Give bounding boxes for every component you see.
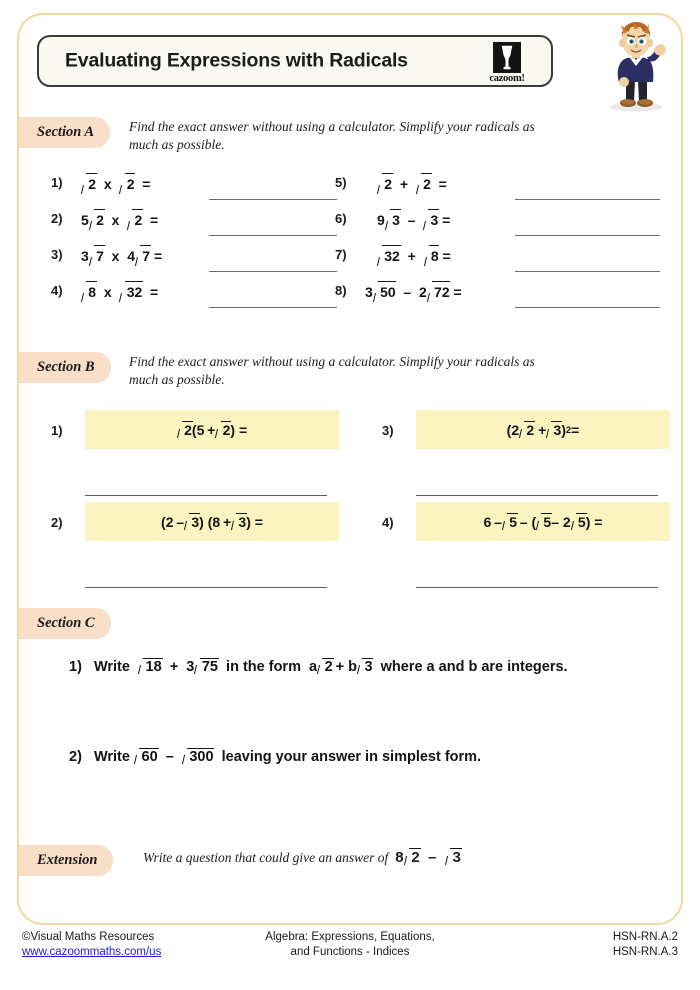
worksheet-header	[19, 15, 685, 107]
section-c-question	[69, 658, 568, 675]
topic-line-1: Algebra: Expressions, Equations,	[265, 931, 435, 943]
question-expression: 8 x 32 =	[81, 281, 158, 302]
question-expression: (2 – 3 ) (8 + 3 ) =	[85, 502, 339, 541]
answer-line[interactable]	[209, 199, 337, 200]
answer-line[interactable]	[416, 587, 658, 588]
cazoom-logo	[479, 42, 535, 86]
logo-square-icon	[493, 42, 521, 73]
logo-wordmark: cazoom!	[489, 73, 525, 84]
answer-line[interactable]	[85, 495, 327, 496]
worksheet-page	[17, 13, 683, 925]
answer-line[interactable]	[209, 307, 337, 308]
question-row	[51, 281, 351, 315]
answer-line[interactable]	[416, 495, 658, 496]
question-number: 1)	[51, 175, 63, 190]
question-number: 8)	[335, 283, 347, 298]
question-expression: 2 + 2 =	[377, 173, 447, 194]
answer-line[interactable]	[85, 587, 327, 588]
website-link[interactable]: www.cazoommaths.com/us	[22, 946, 162, 958]
question-number: 4)	[382, 515, 394, 530]
footer-center	[0, 930, 700, 960]
question-row	[335, 209, 665, 243]
page-title: Evaluating Expressions with Radicals	[65, 49, 408, 72]
standard-code-2: HSN-RN.A.3	[612, 946, 678, 958]
answer-line[interactable]	[515, 307, 660, 308]
question-expression: 3 7 x 4 7 =	[81, 245, 162, 266]
answer-line[interactable]	[515, 235, 660, 236]
question-row	[335, 173, 665, 207]
question-row	[51, 173, 351, 207]
question-row	[335, 281, 665, 315]
question-number: 3)	[51, 247, 63, 262]
worksheet-footer	[0, 928, 700, 984]
question-expression: Write 18 + 3 75 in the form a 2 + b 3 where a and b are integers.	[93, 659, 568, 675]
question-expression: 5 2 x 2 =	[81, 209, 158, 230]
question-number: 4)	[51, 283, 63, 298]
mascot-boy-icon	[597, 20, 675, 112]
section-b-question	[382, 502, 682, 637]
section-b-instruction: Find the exact answer without using a calculator. Simplify your radicals as much as possible.	[129, 354, 535, 387]
footer-right	[613, 930, 678, 960]
question-row	[335, 245, 665, 279]
extension-instruction	[143, 848, 461, 866]
question-expression: 2 x 2 =	[81, 173, 150, 194]
question-number: 1)	[51, 423, 63, 438]
question-number: 2)	[69, 749, 82, 765]
question-number: 2)	[51, 515, 63, 530]
standard-code-1: HSN-RN.A.2	[612, 931, 678, 943]
vase-icon	[501, 45, 514, 70]
question-number: 3)	[382, 423, 394, 438]
question-expression: 2 (5 + 2 ) =	[85, 410, 339, 449]
answer-line[interactable]	[515, 199, 660, 200]
question-row	[51, 245, 351, 279]
question-number: 6)	[335, 211, 347, 226]
question-number: 1)	[69, 659, 82, 675]
section-b-label: Section B	[19, 352, 111, 383]
copyright-text: ©Visual Maths Resources	[22, 931, 155, 943]
question-number: 2)	[51, 211, 63, 226]
question-expression: 9 3 – 3 =	[377, 209, 450, 230]
answer-line[interactable]	[515, 271, 660, 272]
extension-expression: 8 2 – 3	[395, 849, 461, 866]
topic-line-2: and Functions - Indices	[290, 946, 410, 958]
question-expression: (2 2 + 3 ) 2 =	[416, 410, 670, 449]
section-c-question	[69, 748, 481, 765]
question-expression: 3 50 – 2 72 =	[365, 281, 462, 302]
title-box	[37, 35, 553, 87]
question-expression: 32 + 8 =	[377, 245, 451, 266]
section-a-label: Section A	[19, 117, 110, 148]
question-number: 5)	[335, 175, 347, 190]
extension-prompt: Write a question that could give an answer of	[143, 850, 389, 865]
question-number: 7)	[335, 247, 347, 262]
extension-label: Extension	[19, 845, 113, 876]
question-expression: Write 60 – 300 leaving your answer in simplest form.	[93, 749, 482, 765]
answer-line[interactable]	[209, 235, 337, 236]
answer-line[interactable]	[209, 271, 337, 272]
question-row	[51, 209, 351, 243]
section-c-label: Section C	[19, 608, 111, 639]
section-a-instruction: Find the exact answer without using a calculator. Simplify your radicals as much as possible.	[129, 119, 535, 152]
question-expression: 6 – 5 – ( 5 – 2 5 ) =	[416, 502, 670, 541]
